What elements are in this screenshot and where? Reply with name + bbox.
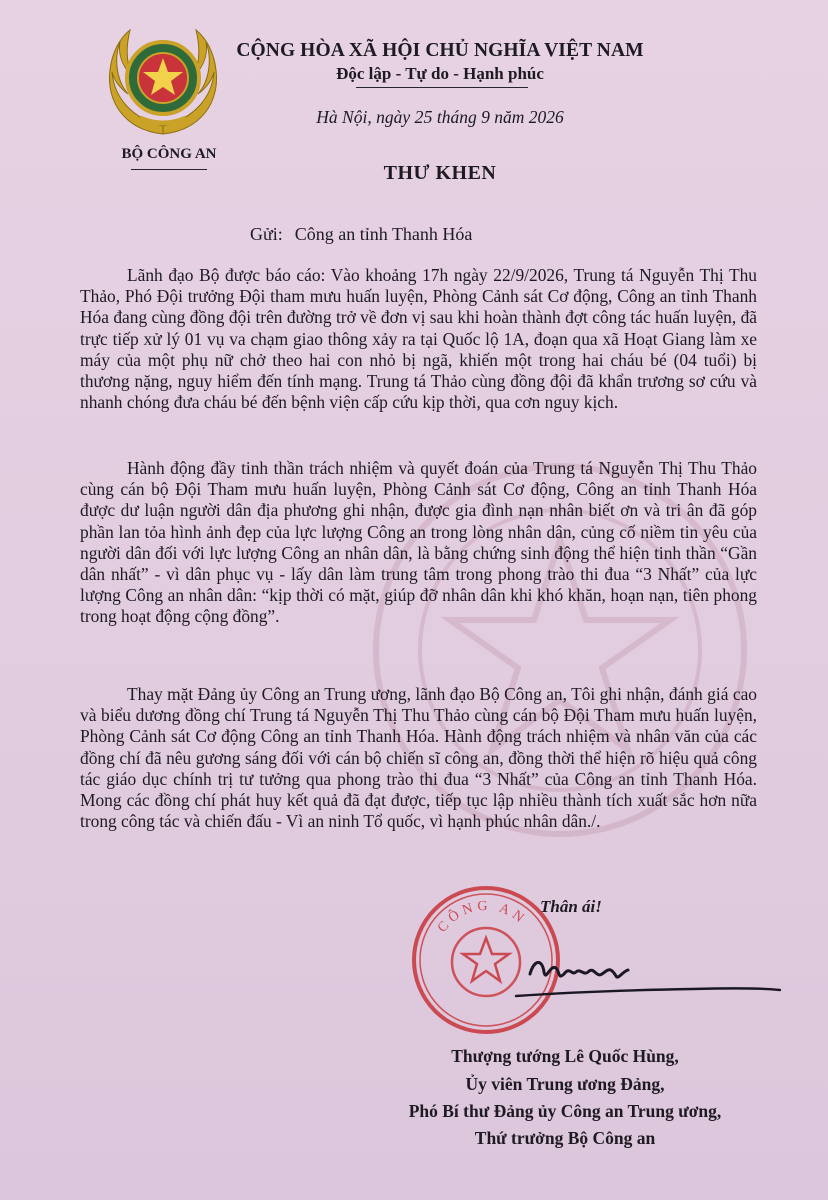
national-motto: Độc lập - Tự do - Hạnh phúc	[336, 64, 544, 83]
closing-greeting: Thân ái!	[540, 897, 602, 916]
motto-underline	[356, 87, 528, 88]
date-prefix: Hà Nội, ngày	[316, 107, 415, 127]
signer-name: Thượng tướng Lê Quốc Hùng,	[451, 1046, 679, 1066]
signer-title-2: Phó Bí thư Đảng ủy Công an Trung ương,	[408, 1101, 722, 1121]
body-paragraph-1: Lãnh đạo Bộ được báo cáo: Vào khoảng 17h ngày 22/9/2026, Trung tá Nguyễn Thị Thu Thảo, Phó Đội trưởng Đội tham mưu huấn luyện, Phòng Cảnh sát Cơ động, Công an tỉnh Thanh Hóa đang cùng đồng đội trên đường trở về đơn vị sau khi hoàn thành đợt công tác huấn luyện, đã trực tiếp xử lý 01 vụ va chạm giao thông xảy ra tại Quốc lộ 1A, đoạn qua xã Hoạt Giang làm xe máy của một phụ nữ chở theo hai con nhỏ bị ngã, khiến một trong hai cháu bé (04 tuổi) bị thương nặng, nguy hiểm đến tính mạng. Trung tá Thảo cùng đồng đội đã khẩn trương sơ cứu và nhanh chóng đưa cháu bé đến bệnh viện cấp cứu kịp thời, qua cơn nguy kịch.	[80, 265, 757, 413]
recipient-label: Gửi:	[250, 224, 283, 244]
place-date	[200, 107, 680, 128]
handwritten-signature	[512, 946, 802, 1016]
date-day: 25	[414, 107, 433, 127]
document-title: THƯ KHEN	[383, 162, 497, 184]
svg-text:CÔNG AN	[435, 899, 529, 936]
ministry-underline	[131, 169, 207, 170]
nation-title: CỘNG HÒA XÃ HỘI CHỦ NGHĨA VIỆT NAM	[236, 40, 644, 61]
seal-text: CÔNG AN	[435, 898, 530, 936]
signer-title-3: Thứ trưởng Bộ Công an	[474, 1128, 656, 1148]
ministry-name: BỘ CÔNG AN	[121, 146, 217, 162]
signer-title-1: Ủy viên Trung ương Đảng,	[465, 1074, 665, 1094]
date-suffix: tháng 9 năm 2026	[432, 107, 564, 127]
recipient-line	[250, 224, 472, 245]
body-paragraph-2: Hành động đầy tinh thần trách nhiệm và quyết đoán của Trung tá Nguyễn Thị Thu Thảo cùng cán bộ Đội Tham mưu huấn luyện, Phòng Cảnh sát Cơ động, Công an tỉnh Thanh Hóa được dư luận người dân địa phương ghi nhận, được gia đình nạn nhân biết ơn và tri ân đã góp phần lan tỏa hình ảnh đẹp của lực lượng Công an trong lòng nhân dân, củng cố niềm tin yêu của người dân đối với lực lượng Công an nhân dân, là bằng chứng sinh động thể hiện tinh thần “Gần dân nhất” - vì dân phục vụ - lấy dân làm trung tâm trong phong trào thi đua “3 Nhất” của lực lượng Công an nhân dân: “kịp thời có mặt, giúp đỡ nhân dân khi khó khăn, hoạn nạn, tiên phong trong hoạt động cộng đồng”.	[80, 458, 757, 627]
recipient-name: Công an tỉnh Thanh Hóa	[294, 224, 473, 244]
body-paragraph-3: Thay mặt Đảng ủy Công an Trung ương, lãnh đạo Bộ Công an, Tôi ghi nhận, đánh giá cao và biểu dương đồng chí Trung tá Nguyễn Thị Thu Thảo cùng cán bộ Đội Tham mưu huấn luyện, Phòng Cảnh sát Cơ động Công an tỉnh Thanh Hóa. Hành động trách nhiệm và nhân văn của các đồng chí đã nêu gương sáng đối với cán bộ chiến sĩ công an, đồng thời thể hiện rõ hiệu quả công tác giáo dục chính trị tư tưởng qua phong trào thi đua “3 Nhất” của Công an tỉnh Thanh Hóa. Mong các đồng chí phát huy kết quả đã đạt được, tiếp tục lập nhiều thành tích xuất sắc hơn nữa trong công tác và chiến đấu - Vì an ninh Tổ quốc, vì hạnh phúc nhân dân./.	[80, 684, 757, 832]
